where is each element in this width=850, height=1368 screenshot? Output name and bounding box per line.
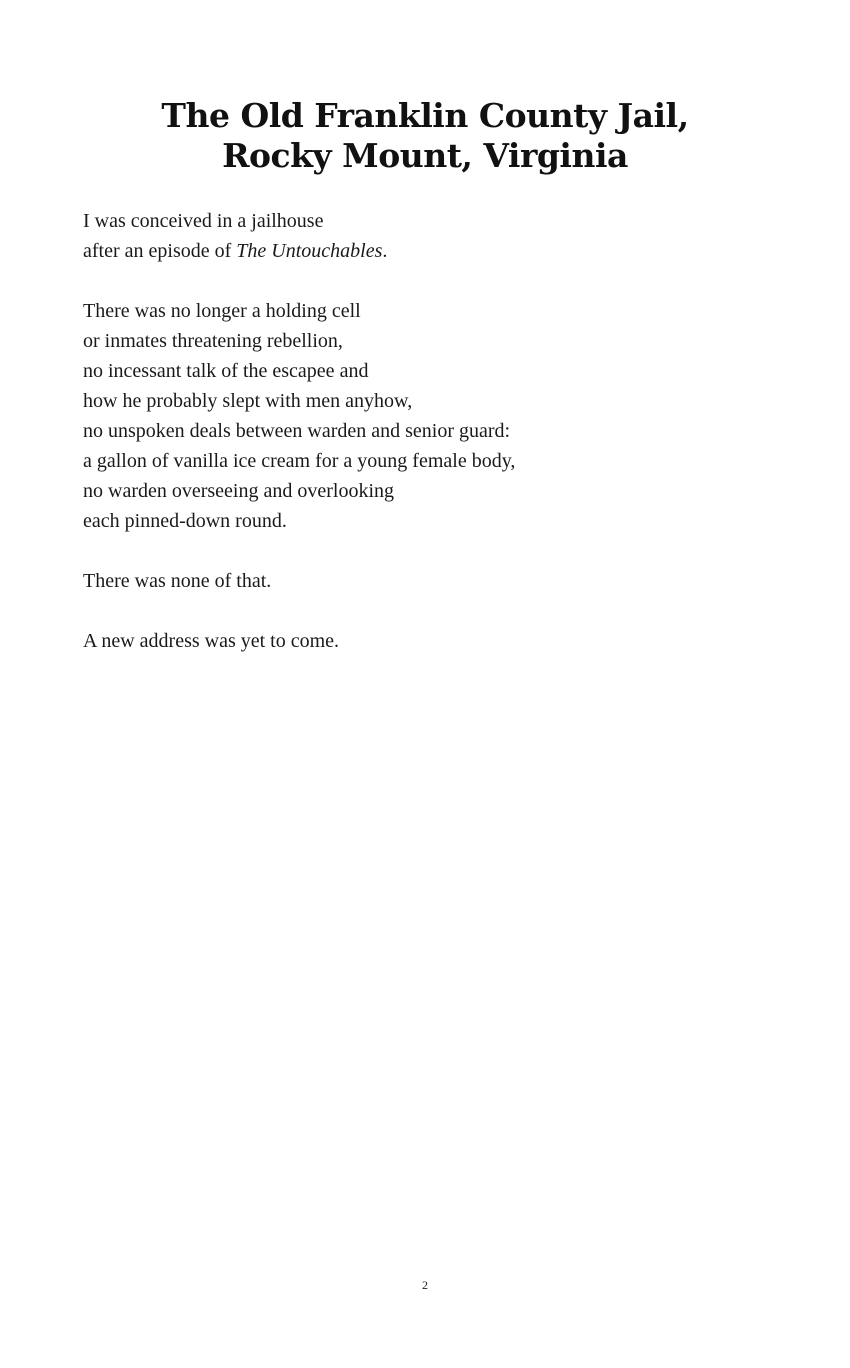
poem-line <box>83 236 783 266</box>
poem-line-text: after an episode of <box>83 240 237 262</box>
poem-line: a gallon of vanilla ice cream for a young female body, <box>83 450 516 472</box>
poem-line: no incessant talk of the escapee and <box>83 360 369 382</box>
poem-title-line-1: The Old Franklin County Jail, <box>161 96 689 135</box>
poem-line: each pinned-down round. <box>83 510 287 532</box>
poem-line: There was none of that. <box>83 570 272 592</box>
stanza-1 <box>83 206 783 266</box>
poem-line: There was no longer a holding cell <box>83 300 361 322</box>
stanza-2 <box>83 296 783 536</box>
poem-line: how he probably slept with men anyhow, <box>83 390 413 412</box>
poem-title-line-2: Rocky Mount, Virginia <box>222 136 628 175</box>
poem-title <box>0 96 850 176</box>
poem-line: no unspoken deals between warden and senior guard: <box>83 420 511 442</box>
show-title: The Untouchables <box>236 240 383 262</box>
page-number: 2 <box>422 1278 428 1292</box>
poem-line-punctuation: . <box>382 240 388 262</box>
stanza-4 <box>83 626 783 656</box>
stanza-3 <box>83 566 783 596</box>
poem-line: no warden overseeing and overlooking <box>83 480 395 502</box>
poem-line: A new address was yet to come. <box>83 630 340 652</box>
poem-body <box>83 206 783 686</box>
poem-line: I was conceived in a jailhouse <box>83 210 324 232</box>
poem-line: or inmates threatening rebellion, <box>83 330 343 352</box>
